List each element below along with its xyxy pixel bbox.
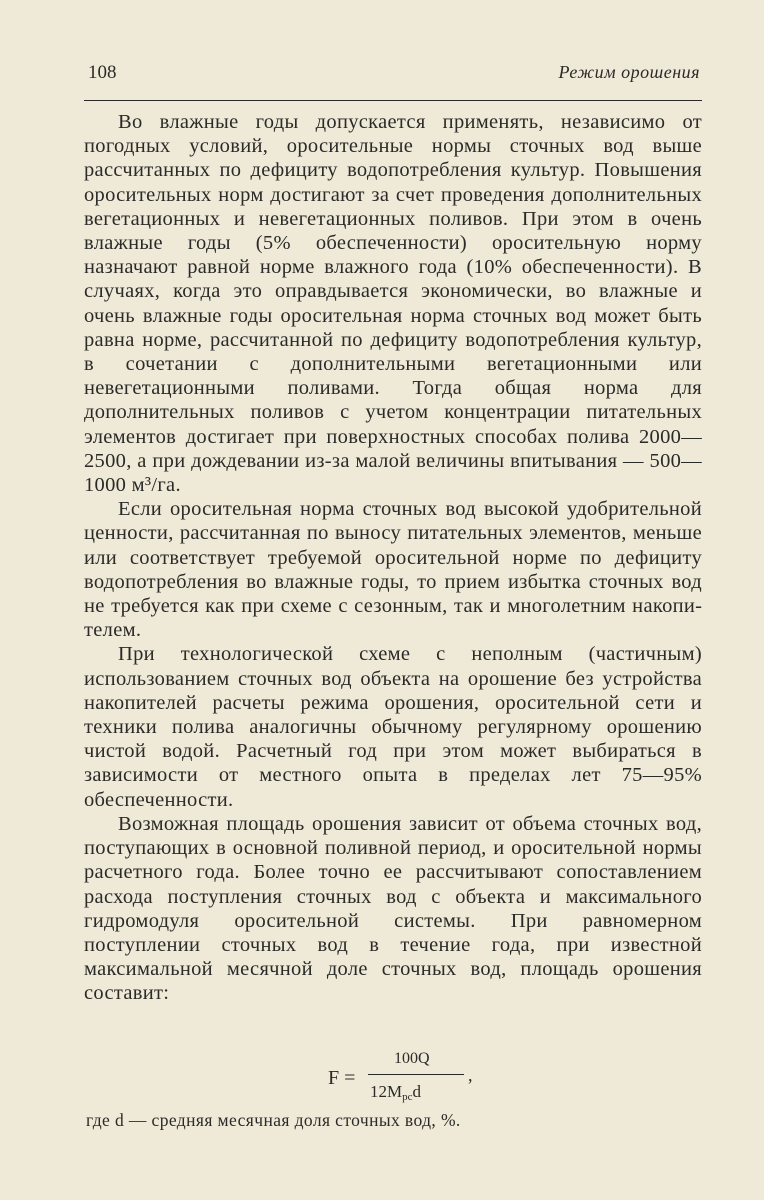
- body-text: [84, 110, 702, 1006]
- header-rule: [84, 100, 702, 101]
- formula-numerator: 100Q: [394, 1050, 430, 1067]
- paragraph-1: Во влажные годы допускается применять, независимо от погодных условий, оросительные нормы сточных вод выше рассчитанных по дефициту водопотребления культур. Повышения оросительных норм достигают за счет проведения дополнительных вегетационных и невегетационных поливов. При этом в очень влажные годы (5% обеспеченности) оросительную норму назначают равной норме влажного года (10% обеспеченности). В случаях, когда это оправдывается экономически, во влажные и очень влажные годы оросительная норма сточных вод может быть равна норме, рассчитанной по дефициту водопотребления культур, в сочетании с дополнительными вегетационными или невегетационными поливами. Тогда общая норма для дополнительных поливов с учетом концентрации питательных элементов достигает при поверхностных способах полива 2000—2500, а при дождевании из-за малой величины впитывания — 500—1000 м³/га.: [84, 111, 702, 497]
- book-page: [84, 0, 702, 1200]
- area-formula: [328, 1050, 488, 1106]
- formula-lhs: F =: [328, 1067, 356, 1089]
- paragraph-2: Если оросительная норма сточных вод высокой удобрительной ценности, рассчитанная по выносу питательных элементов, меньше или соответствует требуемой оросительной норме по дефициту водопотребления во влажные годы, то прием избытка сточных вод не требуется как при схеме с сезонным, так и многолетним накопителем.: [84, 498, 702, 642]
- denominator-subscript: рс: [402, 1091, 413, 1103]
- denominator-base: 12M: [370, 1082, 403, 1101]
- page-number: 108: [88, 62, 117, 83]
- running-title: Режим орошения: [558, 62, 700, 82]
- page-header: [84, 62, 702, 90]
- paragraph-4: Возможная площадь орошения зависит от объема сточных вод, поступающих в основной поливной период, и оросительной нормы расчетного года. Более точно ее рассчитывают сопоставлением расхода поступления сточных вод с объекта и максимального гидромодуля оросительной системы. При равномерном поступлении сточных вод в течение года, при известной максимальной месячной доле сточных вод, площадь орошения составит:: [84, 812, 702, 1005]
- formula-denominator: [370, 1082, 421, 1103]
- paragraph-3: При технологической схеме с неполным (частичным) использованием сточных вод объекта на орошение без устройства накопителей расчеты режима орошения, оросительной сети и техники полива аналогичны обычному регулярному орошению чистой водой. Расчетный год при этом может выбираться в зависимости от местного опыта в пределах лет 75—95% обеспеченности.: [84, 643, 702, 811]
- formula-comma: ,: [468, 1065, 473, 1085]
- fraction-bar: [368, 1074, 464, 1075]
- formula-legend: где d — средняя месячная доля сточных вод, %.: [86, 1110, 461, 1130]
- denominator-tail: d: [412, 1082, 422, 1101]
